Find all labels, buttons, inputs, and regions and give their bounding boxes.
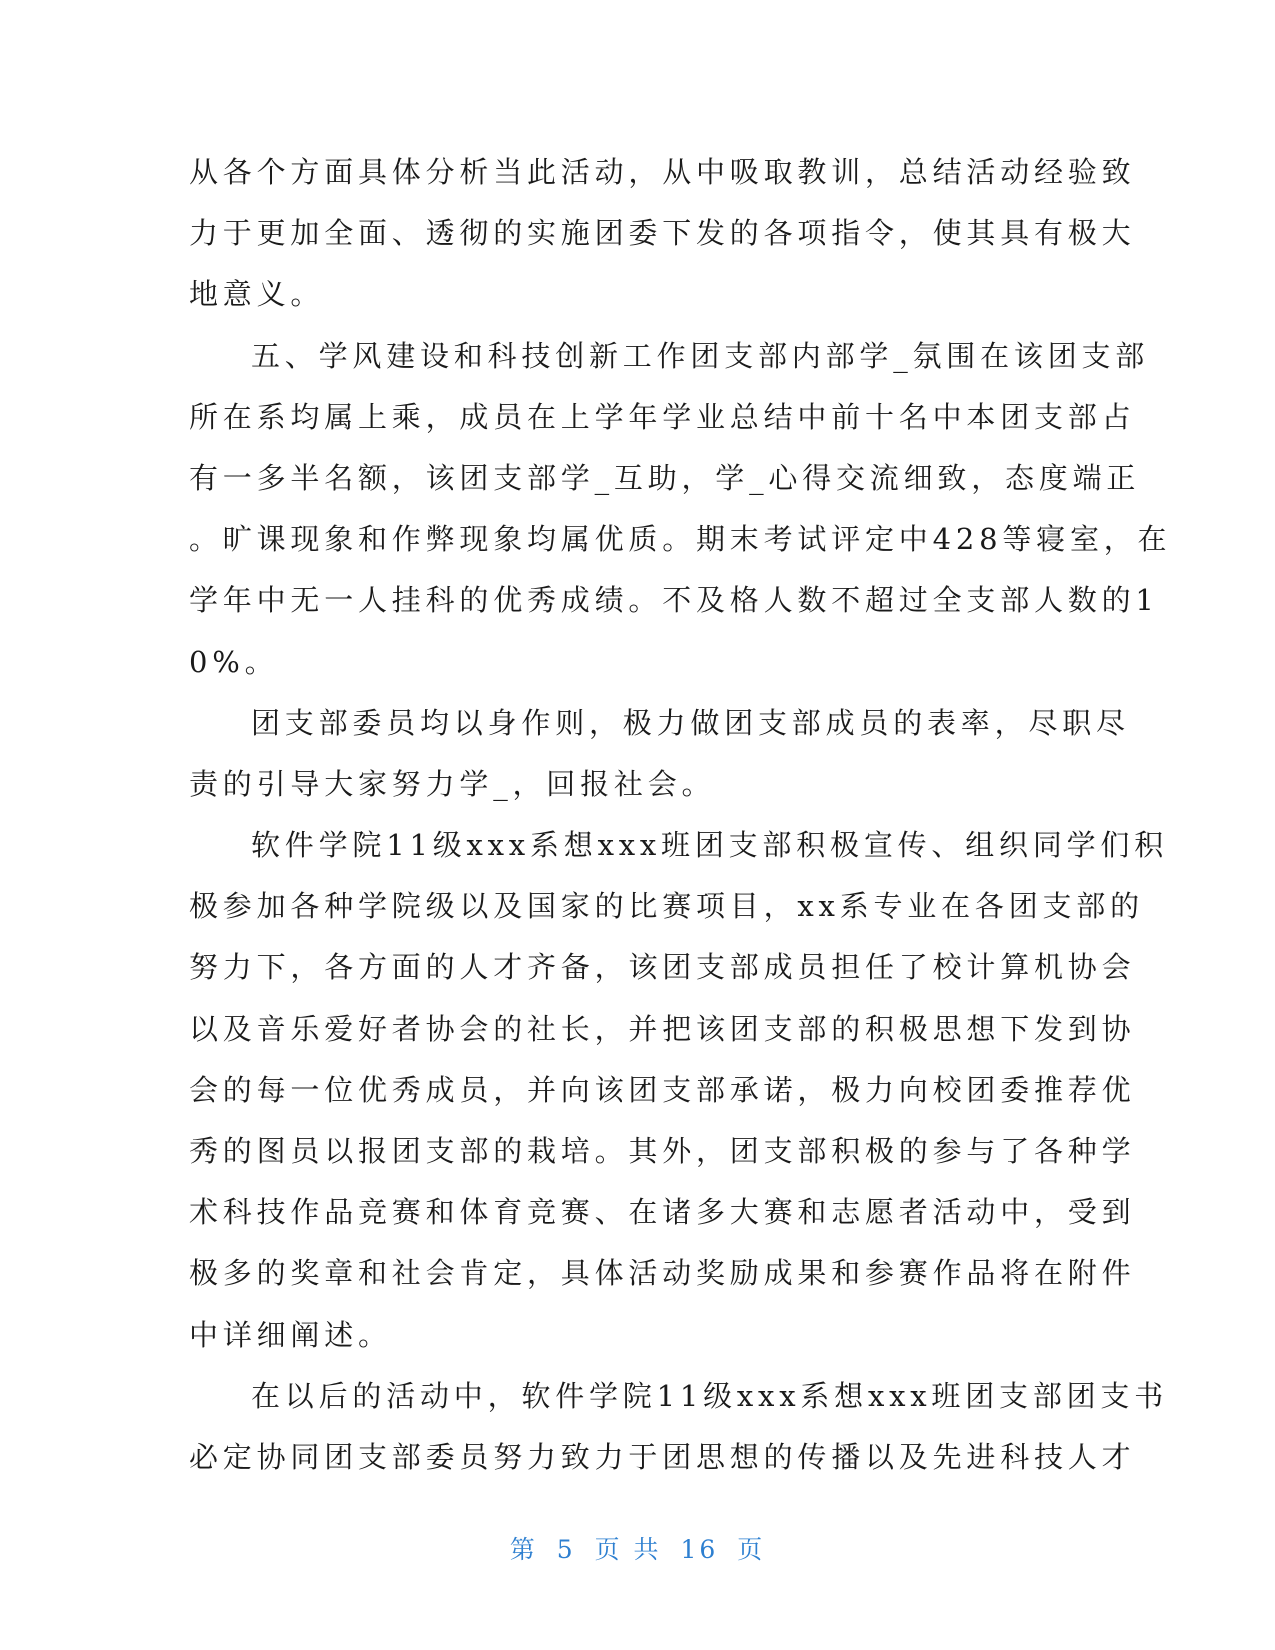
paragraph-start-line: 在以后的活动中，软件学院11级xxx系想xxx班团支部团支书 — [251, 1378, 1169, 1413]
text-line: 以及音乐爱好者协会的社长，并把该团支部的积极思想下发到协 — [189, 1011, 1136, 1046]
text-line: 努力下，各方面的人才齐备，该团支部成员担任了校计算机协会 — [189, 950, 1136, 985]
current-page-number: 5 — [556, 1535, 576, 1564]
text-line: 极多的奖章和社会肯定，具体活动奖励成果和参赛作品将在附件 — [189, 1256, 1136, 1291]
footer-middle: 页 共 — [594, 1535, 662, 1564]
text-line: 中详细阐述。 — [189, 1317, 392, 1352]
footer-suffix: 页 — [737, 1535, 766, 1564]
body-text — [189, 142, 1172, 1488]
text-line: 必定协同团支部委员努力致力于团思想的传播以及先进科技人才 — [189, 1439, 1136, 1474]
page-footer — [0, 1530, 1275, 1566]
paragraph-start-line: 软件学院11级xxx系想xxx班团支部积极宣传、组织同学们积 — [251, 828, 1169, 863]
text-line: 秀的图员以报团支部的栽培。其外，团支部积极的参与了各种学 — [189, 1134, 1136, 1168]
text-line: 责的引导大家努力学_，回报社会。 — [189, 766, 716, 801]
text-line: 极参加各种学院级以及国家的比赛项目，xx系专业在各团支部的 — [189, 889, 1144, 924]
paragraph-start-line: 团支部委员均以身作则，极力做团支部成员的表率，尽职尽 — [251, 705, 1130, 740]
text-line: 地意义。 — [189, 277, 325, 312]
text-line: 。旷课现象和作弊现象均属优质。期末考试评定中428等寝室，在 — [189, 522, 1172, 557]
text-line: 从各个方面具体分析当此活动，从中吸取教训，总结活动经验致 — [189, 155, 1136, 189]
text-line: 力于更加全面、透彻的实施团委下发的各项指令，使其具有极大 — [189, 216, 1136, 251]
text-line: 有一多半名额，该团支部学_互助，学_心得交流细致，态度端正 — [189, 460, 1141, 495]
paragraph-start-line: 五、学风建设和科技创新工作团支部内部学_氛围在该团支部 — [251, 338, 1150, 373]
text-line: 会的每一位优秀成员，并向该团支部承诺，极力向校团委推荐优 — [189, 1072, 1136, 1107]
text-line: 学年中无一人挂科的优秀成绩。不及格人数不超过全支部人数的1 — [189, 583, 1159, 618]
total-page-number: 16 — [680, 1535, 719, 1564]
footer-prefix: 第 — [509, 1535, 538, 1564]
text-line: 所在系均属上乘，成员在上学年学业总结中前十名中本团支部占 — [189, 399, 1136, 434]
text-line: 0%。 — [189, 644, 279, 679]
text-line: 术科技作品竞赛和体育竞赛、在诸多大赛和志愿者活动中，受到 — [189, 1195, 1136, 1230]
